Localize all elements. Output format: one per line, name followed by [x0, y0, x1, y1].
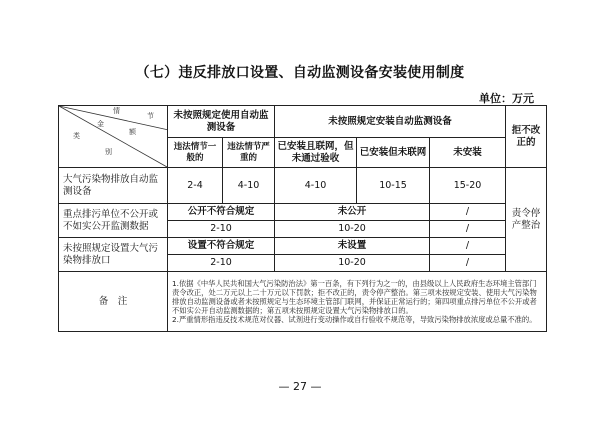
cell-r2-slash: / — [430, 204, 506, 221]
header-not-networked: 已安装但未联网 — [357, 138, 430, 168]
header-serious: 违法情节严重的 — [223, 138, 275, 168]
cell-r1-serious: 4-10 — [223, 168, 275, 204]
row-auto-monitoring — [59, 168, 547, 204]
row-note — [59, 272, 547, 332]
note-label: 备 注 — [59, 272, 168, 332]
diag-label-qing: 情 — [113, 107, 120, 115]
diag-label-e: 额 — [129, 128, 136, 136]
header-networked-not-accepted: 已安装且联网，但未通过验收 — [275, 138, 357, 168]
row-label-disclosure: 重点排污单位不公开或不如实公开监测数据 — [59, 204, 168, 238]
note-line-2: 2.严重情形指违反技术规范对仪器、试剂进行变动操作或自行验收不规范等，导致污染物排放浓度或总量不准的。 — [172, 315, 537, 325]
cell-r3-slash-2: / — [430, 255, 506, 272]
diag-label-jie: 节 — [147, 112, 154, 120]
diag-label-bie: 别 — [105, 148, 112, 156]
header-not-installed: 未安装 — [430, 138, 506, 168]
diag-label-lei: 类 — [73, 132, 80, 140]
cell-r1-not-networked: 10-15 — [357, 168, 430, 204]
header-row-1 — [59, 106, 547, 138]
cell-r3-not-set: 未设置 — [275, 238, 430, 255]
cell-refuse-stop-production: 责令停产整治 — [506, 168, 547, 272]
cell-r2-value-2: 10-20 — [275, 221, 430, 238]
unit-label: 单位：万元 — [479, 92, 534, 105]
page-number: — 27 — — [278, 380, 322, 393]
cell-r1-not-installed: 15-20 — [430, 168, 506, 204]
note-line-1: 1.依据《中华人民共和国大气污染防治法》第一百条，有下列行为之一的，由县级以上人民政府生态环境主管部门责令改正，处二万元以上二十万元以下罚款；拒不改正的，责令停产整治。第三项未按规定安装、使用大气污染物排放自动监测设备或者未按照规定与生态环境主管部门联网，并保证正常运行的；第四项重点排污单位不公开或者不如实公开自动监测数据的；第五项未按照规定设置大气污染物排放口的。 — [172, 278, 537, 316]
row-label-outlet: 未按照规定设置大气污染物排放口 — [59, 238, 168, 272]
row-outlet-header — [59, 238, 547, 255]
cell-r2-not-disclosed: 未公开 — [275, 204, 430, 221]
header-install-monitoring: 未按照规定安装自动监测设备 — [275, 106, 506, 138]
header-refuse: 拒不改正的 — [506, 106, 547, 168]
cell-r3-value-1: 2-10 — [168, 255, 275, 272]
cell-r1-general: 2-4 — [168, 168, 223, 204]
row-disclosure-header — [59, 204, 547, 221]
diagonal-header-cell — [59, 106, 168, 168]
cell-r2-improper-disclosure: 公开不符合规定 — [168, 204, 275, 221]
cell-r2-value-1: 2-10 — [168, 221, 275, 238]
row-label-auto-monitoring: 大气污染物排放自动监测设备 — [59, 168, 168, 204]
header-general: 违法情节一般的 — [168, 138, 223, 168]
header-use-monitoring: 未按照规定使用自动监测设备 — [168, 106, 275, 138]
cell-r3-value-2: 10-20 — [275, 255, 430, 272]
cell-r1-networked: 4-10 — [275, 168, 357, 204]
cell-r3-improper-setting: 设置不符合规定 — [168, 238, 275, 255]
note-content — [168, 272, 547, 332]
penalty-table — [58, 105, 547, 332]
cell-r3-slash: / — [430, 238, 506, 255]
cell-r2-slash-2: / — [430, 221, 506, 238]
page-title: （七）违反排放口设置、自动监测设备安装使用制度 — [135, 65, 465, 81]
diag-label-jin: 金 — [97, 120, 104, 128]
